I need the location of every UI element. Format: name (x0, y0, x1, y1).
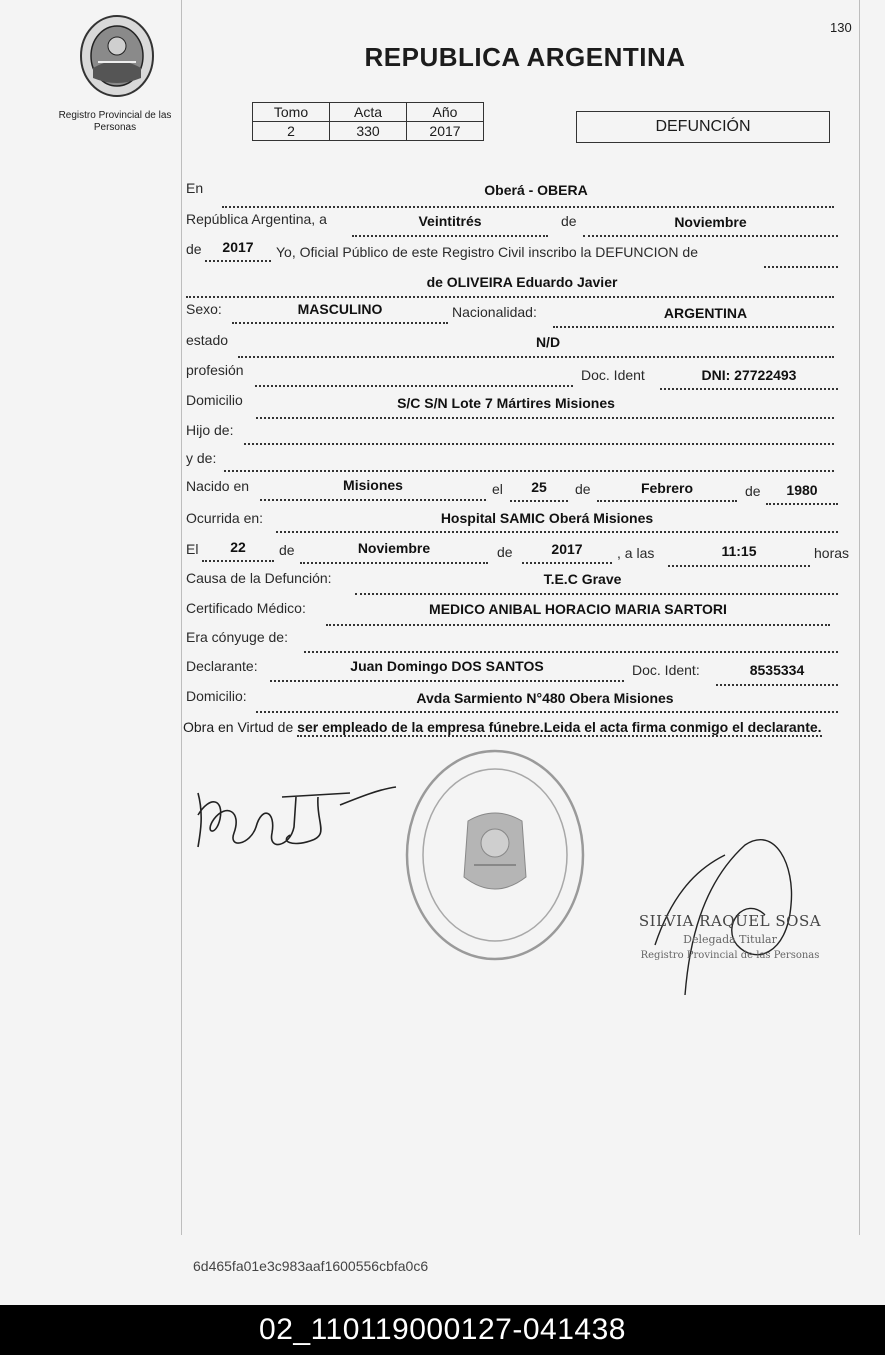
label-en: En (186, 180, 204, 196)
label-domicilio-declarante: Domicilio: (186, 688, 247, 704)
death-day-value: 22 (230, 539, 246, 555)
dotted-line (232, 322, 448, 324)
province-emblem (78, 10, 156, 98)
label-de: de (745, 483, 761, 499)
death-time-value: 11:15 (721, 543, 757, 559)
label-de: de (186, 241, 202, 257)
official-seal (400, 745, 590, 965)
dotted-line (352, 235, 548, 237)
dotted-line (326, 624, 830, 626)
left-margin-line (181, 0, 182, 1235)
dotted-line (660, 388, 838, 390)
civil-status-value: N/D (535, 334, 561, 350)
label-domicilio: Domicilio (186, 392, 243, 408)
birthplace-value: Misiones (343, 477, 403, 493)
label-yo: Yo, Oficial Público de este Registro Civil inscribo la DEFUNCION de (276, 244, 698, 260)
nationality-value: ARGENTINA (663, 305, 748, 321)
record-type-box: DEFUNCIÓN (576, 111, 830, 143)
officer-role: Delegada Titular (683, 933, 777, 946)
dotted-line (716, 684, 838, 686)
death-month-value: Noviembre (357, 540, 431, 556)
declarant-address-value: Avda Sarmiento N°480 Obera Misiones (416, 690, 674, 706)
label-causa: Causa de la Defunción: (186, 570, 332, 586)
label-de: de (279, 542, 295, 558)
dotted-line (300, 562, 488, 564)
dotted-line (304, 651, 838, 653)
registry-name: Registro Provincial de las Personas (58, 110, 172, 133)
officer-organization: Registro Provincial de las Personas (640, 950, 820, 961)
dotted-line (553, 326, 834, 328)
dotted-line (764, 266, 838, 268)
label-hijo-de: Hijo de: (186, 422, 234, 438)
obra-text-value: ser empleado de la empresa fúnebre.Leida el acta firma conmigo el declarante. (297, 719, 822, 735)
anio-header: Año (407, 103, 484, 122)
dotted-line (260, 499, 486, 501)
id-value: DNI: 27722493 (701, 367, 797, 383)
dotted-line (205, 260, 271, 262)
dotted-line (202, 560, 274, 562)
dotted-line (238, 356, 834, 358)
label-declarante: Declarante: (186, 658, 258, 674)
dotted-line (186, 296, 834, 298)
place-of-death-value: Hospital SAMIC Oberá Misiones (440, 510, 654, 526)
label-ocurrida-en: Ocurrida en: (186, 510, 264, 526)
label-nacido-en: Nacido en (186, 478, 250, 494)
dotted-line (224, 470, 834, 472)
tomo-value: 2 (253, 122, 330, 141)
label-el: el (492, 481, 503, 497)
label-doc-ident-declarante: Doc. Ident: (632, 662, 700, 678)
label-el-cap: El (186, 541, 199, 557)
sex-value: MASCULINO (297, 301, 383, 317)
right-margin-line (859, 0, 860, 1235)
label-nacionalidad: Nacionalidad: (452, 304, 537, 320)
declarant-signature (190, 775, 400, 865)
label-de: de (575, 481, 591, 497)
dotted-line (766, 503, 838, 505)
acta-value: 330 (330, 122, 407, 141)
label-doc-ident: Doc. Ident (581, 367, 645, 383)
declarant-name-value: Juan Domingo DOS SANTOS (350, 658, 544, 674)
address-value: S/C S/N Lote 7 Mártires Misiones (397, 395, 615, 411)
label-republica: República Argentina, a (186, 211, 327, 227)
cause-of-death-value: T.E.C Grave (543, 571, 622, 587)
deceased-name: de OLIVEIRA Eduardo Javier (426, 274, 618, 290)
obra-paragraph (183, 717, 858, 737)
death-year-value: 2017 (551, 541, 583, 557)
label-sexo: Sexo: (186, 301, 222, 317)
dotted-line (270, 680, 624, 682)
anio-value: 2017 (407, 122, 484, 141)
birth-month-value: Febrero (640, 480, 694, 496)
officer-name: SILVIA RAQUEL SOSA (638, 912, 822, 930)
dotted-line (668, 565, 810, 567)
label-conyuge: Era cónyuge de: (186, 629, 288, 645)
dotted-line (255, 385, 573, 387)
label-estado: estado (186, 332, 229, 348)
label-obra: Obra en Virtud de (183, 719, 294, 735)
month-value: Noviembre (674, 214, 747, 230)
day-value: Veintitrés (418, 213, 482, 229)
dotted-line (256, 711, 838, 713)
dotted-line (522, 562, 612, 564)
dotted-line (355, 593, 838, 595)
year-value: 2017 (222, 239, 254, 255)
reference-table (252, 102, 484, 141)
birth-day-value: 25 (531, 479, 547, 495)
place-value: Oberá - OBERA (484, 182, 588, 198)
label-y-de: y de: (186, 450, 217, 466)
birth-year-value: 1980 (786, 482, 818, 498)
dotted-line (222, 206, 834, 208)
label-horas: horas (814, 545, 850, 561)
tomo-header: Tomo (253, 103, 330, 122)
label-profesion: profesión (186, 362, 244, 378)
dotted-line (583, 235, 838, 237)
document-hash: 6d465fa01e3c983aaf1600556cbfa0c6 (193, 1258, 429, 1274)
label-de: de (497, 544, 513, 560)
dotted-line (276, 531, 838, 533)
dotted-line (256, 417, 834, 419)
acta-header: Acta (330, 103, 407, 122)
label-a-las: , a las (617, 545, 655, 561)
country-title: REPUBLICA ARGENTINA (364, 42, 686, 72)
footer-code: 02_110119000127-041438 (0, 1305, 885, 1355)
page-number: 130 (830, 20, 852, 35)
dotted-line (244, 443, 834, 445)
dotted-line (597, 500, 737, 502)
medical-certificate-value: MEDICO ANIBAL HORACIO MARIA SARTORI (429, 601, 727, 617)
dotted-line (510, 500, 568, 502)
label-de: de (561, 213, 577, 229)
label-certificado: Certificado Médico: (186, 600, 306, 616)
declarant-id-value: 8535334 (749, 662, 805, 678)
